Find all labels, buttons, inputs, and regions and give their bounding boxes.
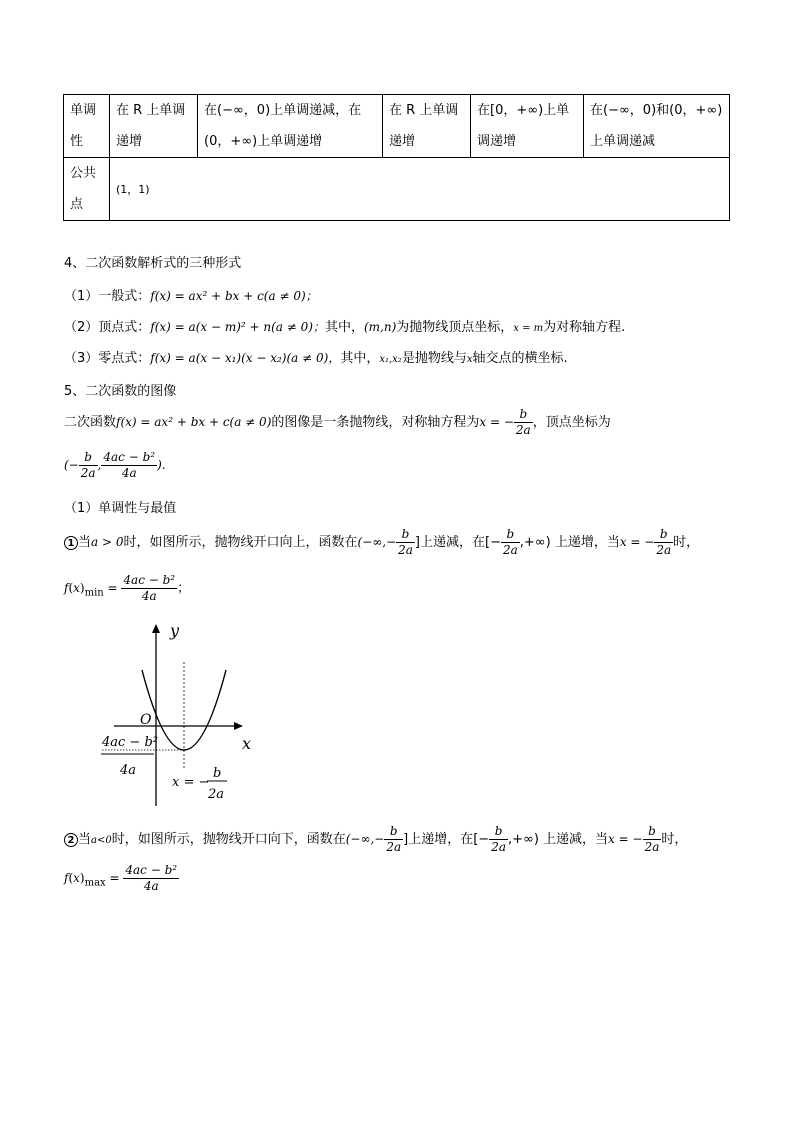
table-row-monotonicity	[64, 95, 730, 158]
text: 为对称轴方程.	[543, 320, 626, 335]
label: （1）一般式：	[64, 289, 151, 304]
table-cell: 在 R 上单调递增	[383, 95, 471, 158]
formula: (−∞,−	[345, 832, 385, 846]
fraction	[654, 527, 673, 558]
fraction	[101, 450, 157, 481]
subscript: max	[84, 877, 106, 889]
section-title: 4、二次函数解析式的三种形式	[64, 256, 242, 271]
fraction	[643, 824, 662, 855]
table-cell: 在(−∞，0)和(0，+∞)上单调递减	[584, 95, 730, 158]
row-header-monotonicity: 单调性	[64, 95, 110, 158]
function-properties-table	[63, 94, 730, 221]
numerator: 4ac − b²	[123, 573, 176, 587]
y-label: y	[170, 621, 180, 640]
text: 二次函数	[64, 415, 117, 430]
text: ]上递增，在[−	[403, 832, 490, 847]
formula: f(x) = ax² + bx + c(a ≠ 0)；	[150, 289, 318, 303]
formula: x	[466, 354, 473, 365]
denominator: 2a	[656, 543, 672, 557]
text: 轴交点的横坐标.	[472, 351, 568, 366]
case-a-negative	[64, 824, 687, 855]
fraction	[514, 407, 533, 438]
general-form-line	[64, 285, 318, 304]
text: 时，如图所示，抛物线开口向上，函数在	[123, 535, 358, 550]
x-axis-arrow	[234, 722, 243, 730]
axis-denominator: 2a	[208, 787, 225, 802]
fraction	[501, 527, 520, 558]
vertex-coordinate: (− $\frac{b}{2a}$ , $\frac{\text{4ac − b²}}{4a}$ ).	[64, 450, 166, 480]
denominator: 2a	[491, 840, 506, 854]
text: ]上递减，在[−	[414, 535, 501, 550]
formula: x = −	[608, 832, 643, 846]
denominator: 4a	[141, 589, 157, 603]
numerator: b	[79, 450, 98, 466]
circled-number-2: 2	[64, 833, 78, 847]
denominator: 2a	[502, 543, 518, 557]
fraction	[121, 573, 177, 604]
table-cell: 在[0，+∞)上单调递增	[471, 95, 584, 158]
fraction	[384, 824, 403, 855]
text: 时，如图所示，抛物线开口向下，函数在	[111, 832, 346, 847]
formula: (m,n)	[363, 320, 397, 334]
text: 时，	[661, 832, 688, 847]
numerator: b	[384, 824, 403, 840]
section-title: 5、二次函数的图像	[64, 384, 177, 399]
formula: (−	[64, 458, 79, 472]
table-cell: 在(−∞，0)上单调递减，在(0，+∞)上单调递增	[198, 95, 383, 158]
max-value: $f(x)_{max}$ = $\frac{\text{4ac − b²}}{4a}$	[64, 863, 178, 893]
denominator: 2a	[398, 543, 413, 557]
denominator: 4a	[121, 466, 137, 480]
formula: f(x) = a(x − x₁)(x − x₂)(a ≠ 0)，	[150, 351, 341, 365]
x-label: x	[242, 734, 252, 753]
text: 的图像是一条抛物线，对称轴方程为	[271, 415, 480, 430]
fraction	[123, 863, 179, 894]
text: ,+∞) 上递减，当	[507, 832, 609, 847]
table-row-common-point	[64, 158, 730, 221]
case-a-positive	[64, 527, 699, 558]
denominator: 2a	[644, 840, 660, 854]
formula: x = −	[479, 415, 514, 429]
text: 当	[78, 535, 92, 550]
y-axis-arrow	[152, 624, 160, 633]
label: （3）零点式：	[64, 351, 151, 366]
numerator: b	[654, 527, 673, 543]
denominator: 4a	[143, 879, 159, 893]
formula: f(x) = a(x − m)² + n(a ≠ 0)；	[150, 320, 325, 334]
vertex-form-line	[64, 316, 625, 335]
table-cell-common-point: (1，1)	[110, 158, 730, 221]
min-denominator: 4a	[120, 763, 137, 778]
text: ，顶点坐标为	[532, 415, 611, 430]
subsection-title: （1）单调性与最值	[64, 501, 177, 516]
fraction	[79, 450, 98, 481]
denominator: 2a	[80, 466, 96, 480]
formula: x = −	[619, 535, 655, 549]
subscript: min	[84, 587, 104, 599]
circled-number-1: 1	[64, 536, 78, 550]
axis-numerator: b	[213, 766, 222, 781]
zero-form-line	[64, 347, 568, 366]
formula: f(x) = ax² + bx + c(a ≠ 0)	[116, 415, 272, 429]
numerator: b	[489, 824, 508, 840]
fraction	[396, 527, 415, 558]
text: 其中，	[324, 320, 364, 335]
text: 当	[78, 832, 92, 847]
numerator: b	[514, 407, 533, 423]
fraction	[489, 824, 508, 855]
denominator: 2a	[515, 423, 531, 437]
numerator: 4ac − b²	[103, 450, 156, 464]
parabola-description	[64, 407, 611, 438]
formula: x₁,x₂	[379, 354, 402, 365]
min-numerator: 4ac − b²	[102, 735, 158, 750]
label: （2）顶点式：	[64, 320, 151, 335]
formula: a > 0	[91, 535, 124, 549]
table-cell: 在 R 上单调递增	[110, 95, 198, 158]
formula: (−∞,−	[357, 535, 397, 549]
text: 其中，	[340, 351, 380, 366]
numerator: 4ac − b²	[125, 863, 178, 877]
text: 为抛物线顶点坐标，	[396, 320, 514, 335]
formula: x = m	[513, 323, 544, 334]
numerator: b	[396, 527, 415, 543]
row-header-common-point: 公共点	[64, 158, 110, 221]
numerator: b	[501, 527, 520, 543]
text: 是抛物线与	[401, 351, 467, 366]
origin-label: O	[140, 712, 152, 728]
text: ,+∞) 上递增，当	[519, 535, 620, 550]
formula: a<0	[91, 835, 112, 846]
numerator: b	[643, 824, 662, 840]
axis-equation: x = −	[172, 775, 210, 790]
min-value: $f(x)_{min}$ = $\frac{\text{4ac − b²}}{4a}$ ；	[64, 573, 191, 603]
text: 时，	[673, 535, 700, 550]
denominator: 2a	[386, 840, 402, 854]
parabola-graph	[96, 618, 266, 808]
